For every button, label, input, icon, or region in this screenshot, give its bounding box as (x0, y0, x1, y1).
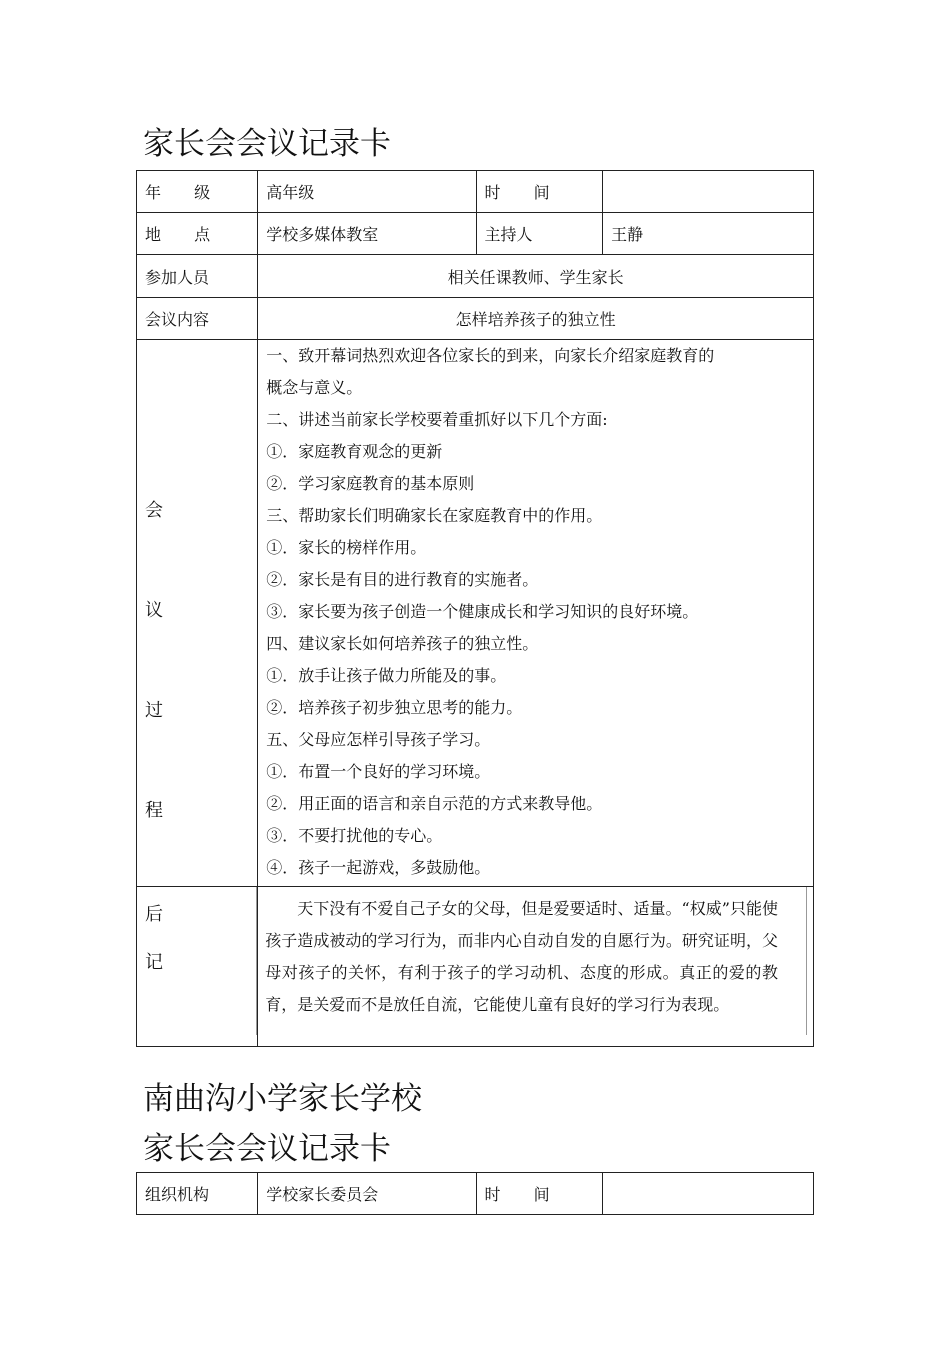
content-value: 怎样培养孩子的独立性 (258, 298, 814, 340)
meeting-record-table (136, 170, 814, 1047)
process-line: 四、建议家长如何培养孩子的独立性。 (266, 634, 539, 653)
process-line: ②．家长是有目的进行教育的实施者。 (266, 570, 539, 589)
host-value: 王静 (603, 213, 814, 255)
time-label-2: 时 间 (476, 1173, 603, 1215)
afterword-label: 后 记 (137, 887, 258, 1047)
time-value (603, 171, 814, 213)
process-line: ①．家庭教育观念的更新 (266, 442, 443, 461)
org-label: 组织机构 (137, 1173, 258, 1215)
afterword-box (256, 887, 807, 1035)
meeting-record-table-2 (136, 1172, 814, 1215)
process-line: ①．家长的榜样作用。 (266, 538, 427, 557)
process-line: 三、帮助家长们明确家长在家庭教育中的作用。 (266, 506, 603, 525)
process-line: ①．放手让孩子做力所能及的事。 (266, 666, 507, 685)
process-line: ②．用正面的语言和亲自示范的方式来教导他。 (266, 794, 603, 813)
process-line: ③．家长要为孩子创造一个健康成长和学习知识的良好环境。 (266, 602, 699, 621)
card1-title: 家长会会议记录卡 (143, 126, 391, 162)
process-line: 五、父母应怎样引导孩子学习。 (266, 730, 491, 749)
time-label: 时 间 (476, 171, 603, 213)
org-time-row (137, 1173, 814, 1215)
grade-time-row (137, 171, 814, 213)
place-host-row (137, 213, 814, 255)
grade-label: 年 级 (137, 171, 258, 213)
card2-title: 家长会会议记录卡 (143, 1131, 391, 1167)
process-line: ②．学习家庭教育的基本原则 (266, 474, 475, 493)
grade-value: 高年级 (258, 171, 476, 213)
process-line: ①．布置一个良好的学习环境。 (266, 762, 491, 781)
attendees-row (137, 255, 814, 298)
content-row (137, 298, 814, 340)
process-line: 概念与意义。 (266, 378, 363, 397)
afterword-row (137, 887, 814, 1047)
process-line: ③．不要打扰他的专心。 (266, 826, 443, 845)
process-line: ②．培养孩子初步独立思考的能力。 (266, 698, 523, 717)
place-value: 学校多媒体教室 (258, 213, 476, 255)
process-label: 会 议 过 程 (137, 340, 258, 887)
afterword-cell (258, 887, 814, 1047)
attendees-label: 参加人员 (137, 255, 258, 298)
process-row (137, 340, 814, 887)
content-label: 会议内容 (137, 298, 258, 340)
process-line: ④．孩子一起游戏，多鼓励他。 (266, 858, 491, 877)
school-title: 南曲沟小学家长学校 (143, 1081, 422, 1117)
afterword-text: 天下没有不爱自己子女的父母，但是爱要适时、适量。“权威”只能使孩子造成被动的学习行为，而非内心自动自发的自愿行为。研究证明，父母对孩子的关怀，有利于孩子的学习动机、态度的形成。真正的爱的教育，是关爱而不是放任自流，它能使儿童有良好的学习行为表现。 (265, 899, 778, 1014)
host-label: 主持人 (476, 213, 603, 255)
process-line: 二、讲述当前家长学校要着重抓好以下几个方面: (266, 410, 608, 429)
place-label: 地 点 (137, 213, 258, 255)
attendees-value: 相关任课教师、学生家长 (258, 255, 814, 298)
process-line: 一、致开幕词热烈欢迎各位家长的到来，向家长介绍家庭教育的 (266, 346, 715, 365)
time-value-2 (603, 1173, 814, 1215)
org-value: 学校家长委员会 (258, 1173, 476, 1215)
process-content (258, 340, 814, 887)
